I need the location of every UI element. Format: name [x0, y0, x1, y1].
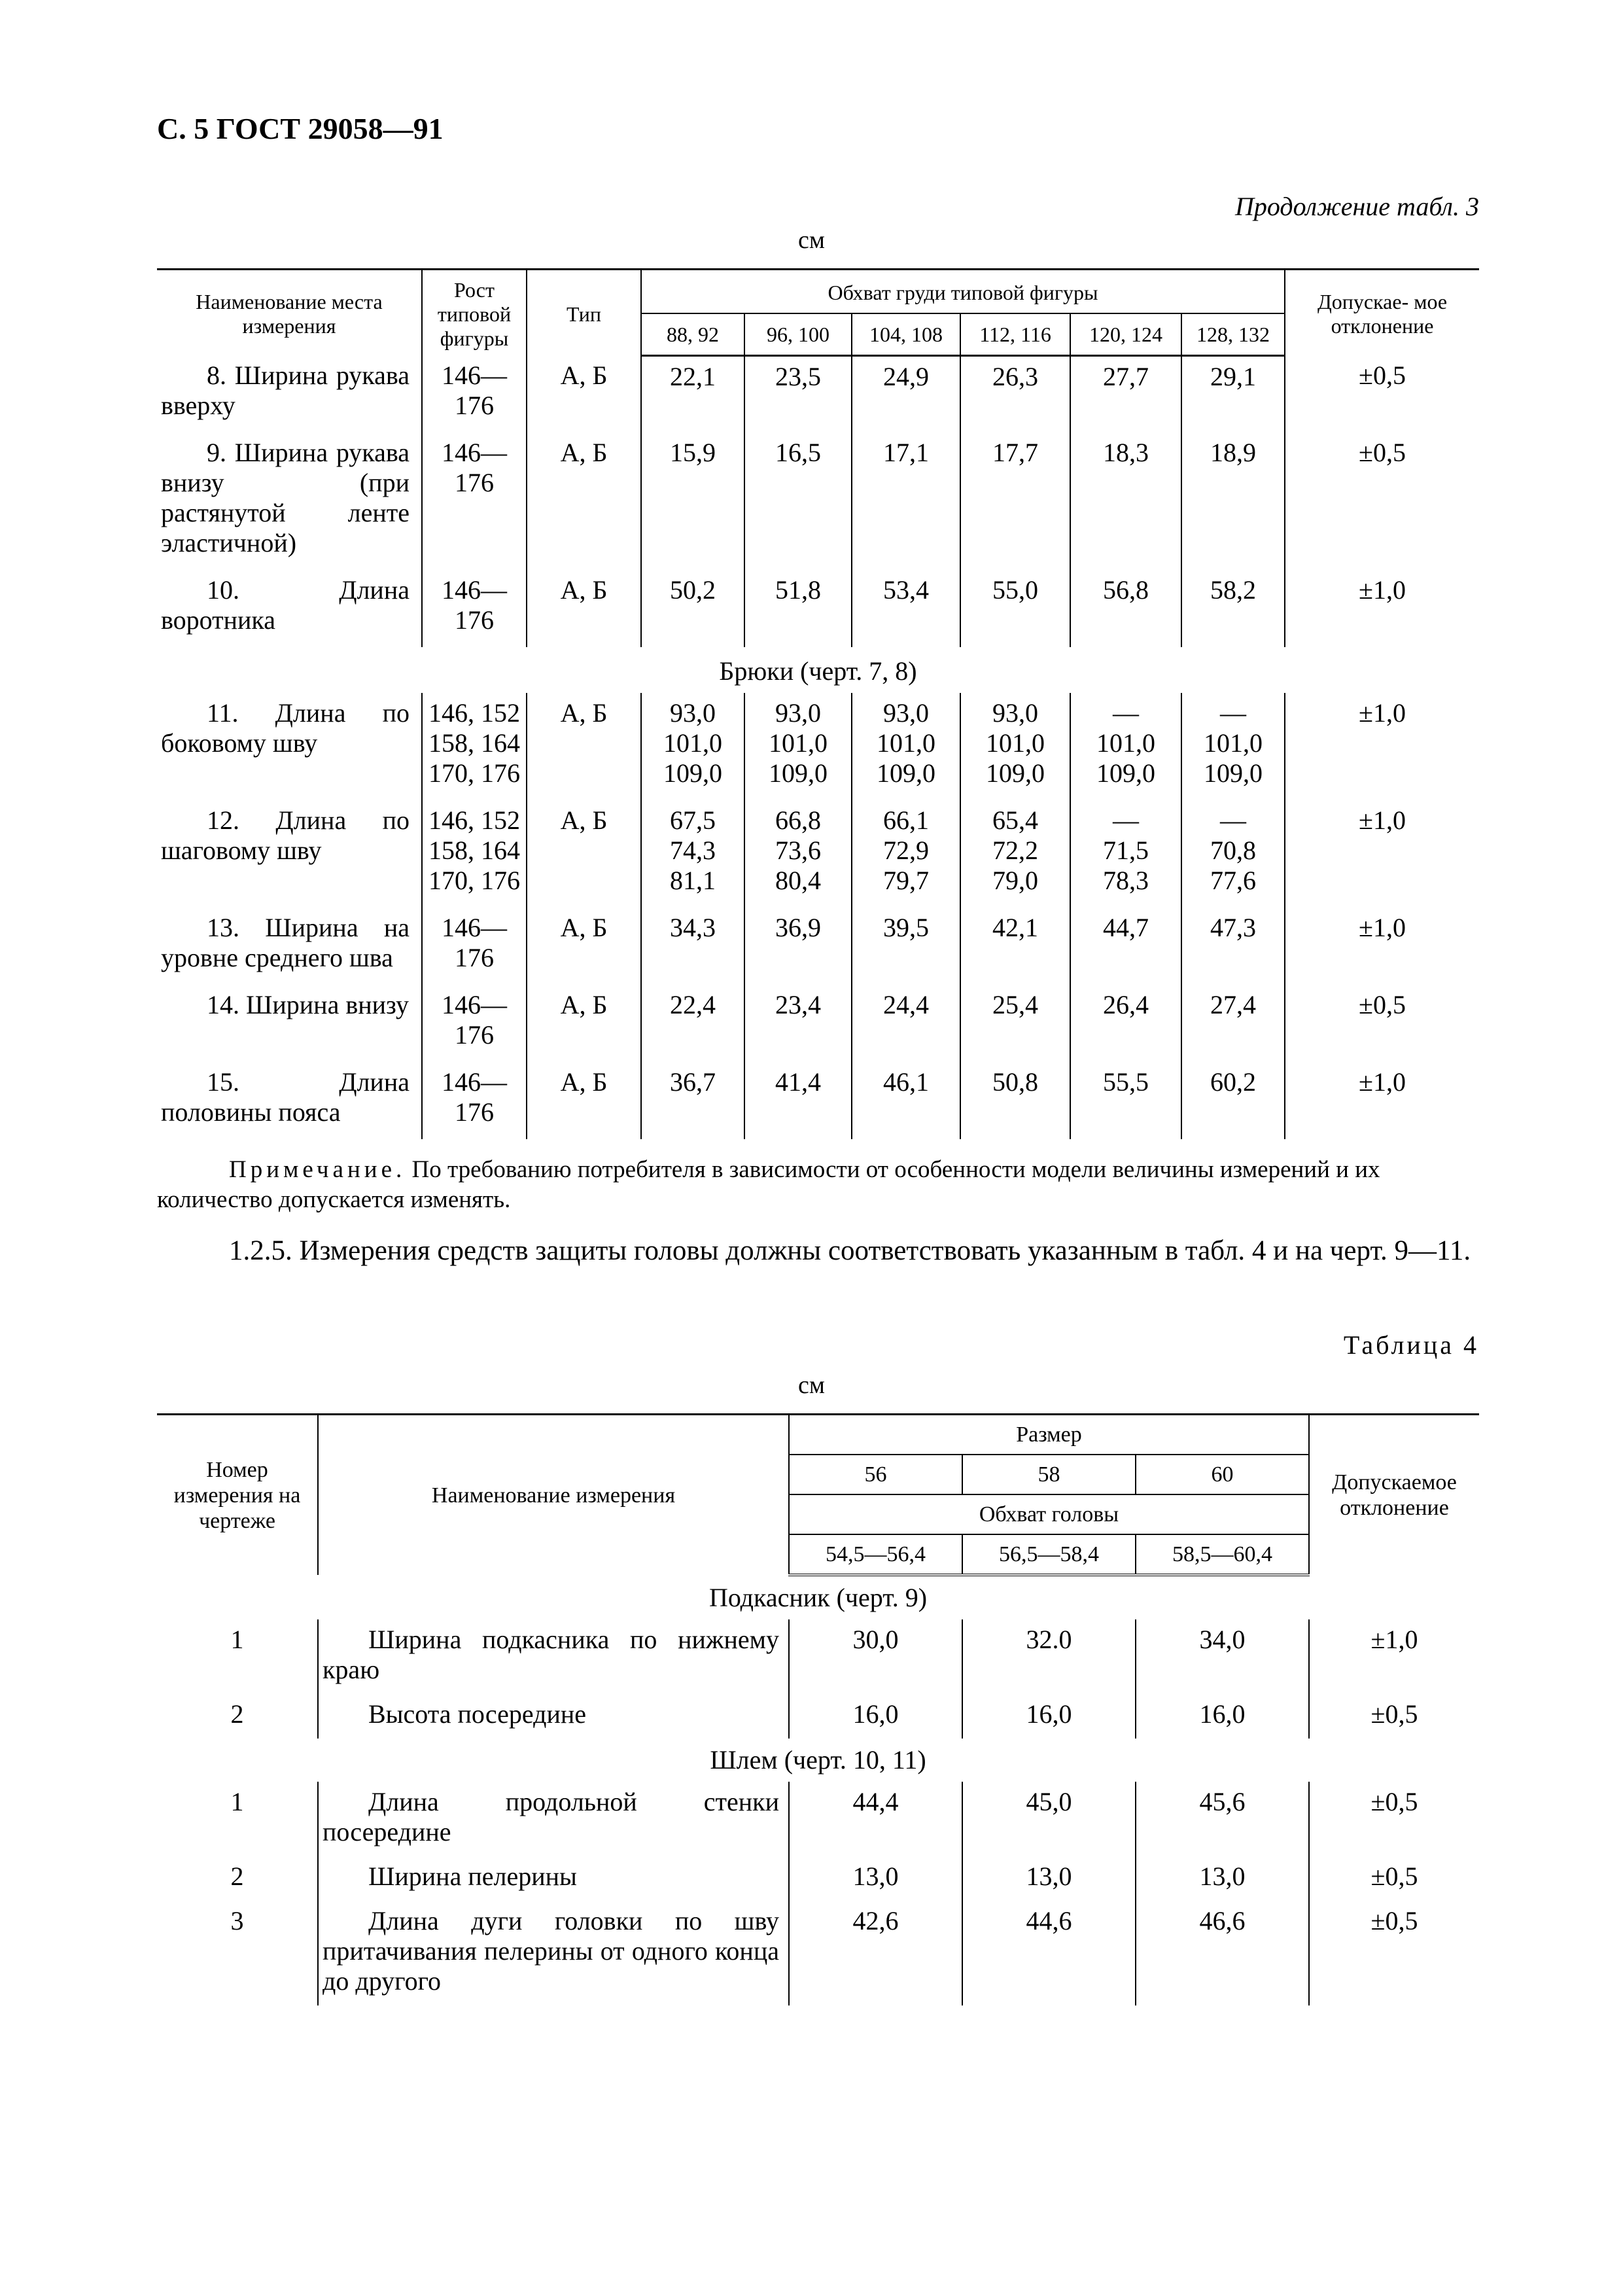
figure-type: А, Б: [527, 1062, 641, 1139]
figure-height: 146—176: [422, 355, 527, 433]
tolerance-value: ±0,5: [1285, 433, 1479, 570]
measure-name: Длина продольной стенки посередине: [318, 1782, 789, 1856]
chest-col-2: 104, 108: [852, 313, 960, 356]
size-value: 42,6: [789, 1901, 962, 2005]
unit-label: см: [798, 226, 825, 254]
size-value: 45,0: [962, 1782, 1136, 1856]
measure-name: 10. Длина воротника: [161, 575, 410, 635]
table-row: [157, 1062, 1479, 1139]
measure-name: 14. Ширина внизу: [207, 990, 409, 1020]
table-row: [157, 800, 1479, 908]
table-3: [157, 268, 1479, 1139]
figure-type: А, Б: [527, 570, 641, 647]
tolerance-value: ±0,5: [1309, 1782, 1479, 1856]
figure-height: 146—176: [422, 433, 527, 570]
section-paragraph: 1.2.5. Измерения средств защиты головы должны соответствовать указанным в табл. 4 и на черт. 9—11.: [229, 1235, 1471, 1266]
measure-name: Длина дуги головки по шву притачивания пелерины от одного конца до другого: [318, 1901, 789, 2005]
girth-3: 58,5—60,4: [1136, 1534, 1309, 1575]
chest-value: — 101,0 109,0: [1070, 693, 1181, 800]
chest-value: 93,0 101,0 109,0: [852, 693, 960, 800]
chest-value: 51,8: [744, 570, 852, 647]
chest-value: 17,7: [960, 433, 1070, 570]
figure-type: А, Б: [527, 908, 641, 985]
col-header-tolerance: Допускае- мое отклонение: [1285, 270, 1479, 356]
chest-col-4: 120, 124: [1070, 313, 1181, 356]
chest-value: 26,3: [960, 355, 1070, 433]
measure-number: 1: [230, 1625, 244, 1655]
chest-value: 22,4: [641, 985, 744, 1062]
chest-value: 18,3: [1070, 433, 1181, 570]
col-header-type: Тип: [527, 270, 641, 356]
table-note: [157, 1155, 1479, 1216]
tolerance-value: ±1,0: [1285, 1062, 1479, 1139]
size-value: 13,0: [789, 1856, 962, 1901]
chest-value: 50,2: [641, 570, 744, 647]
size-58: 58: [962, 1455, 1136, 1494]
col-header-height: Рост типовой фигуры: [422, 270, 527, 356]
chest-value: 24,4: [852, 985, 960, 1062]
size-value: 16,0: [1136, 1694, 1309, 1739]
page-header: С. 5 ГОСТ 29058—91: [157, 112, 444, 145]
size-value: 13,0: [962, 1856, 1136, 1901]
tolerance-value: ±0,5: [1285, 355, 1479, 433]
measure-name: 15. Длина половины пояса: [161, 1067, 410, 1127]
size-value: 45,6: [1136, 1782, 1309, 1856]
note-text: По требованию потребителя в зависимости от особенности модели величины измерений и их количество допускается изменять.: [157, 1156, 1380, 1214]
table-row: [157, 1901, 1479, 2005]
chest-value: 16,5: [744, 433, 852, 570]
unit-label-2: см: [798, 1371, 825, 1399]
figure-height: 146—176: [422, 570, 527, 647]
chest-value: 36,9: [744, 908, 852, 985]
chest-value: 41,4: [744, 1062, 852, 1139]
chest-value: 27,7: [1070, 355, 1181, 433]
table-4: [157, 1413, 1479, 2005]
girth-2: 56,5—58,4: [962, 1534, 1136, 1575]
chest-value: 66,1 72,9 79,7: [852, 800, 960, 908]
chest-value: 26,4: [1070, 985, 1181, 1062]
table-row: [157, 1694, 1479, 1739]
measure-name: 13. Ширина на уровне среднего шва: [161, 913, 410, 973]
col-header-chest: Обхват груди типовой фигуры: [641, 270, 1285, 313]
tolerance-value: ±1,0: [1309, 1619, 1479, 1694]
chest-value: 23,4: [744, 985, 852, 1062]
chest-value: 55,0: [960, 570, 1070, 647]
chest-value: 25,4: [960, 985, 1070, 1062]
table-row: [157, 570, 1479, 647]
chest-value: 58,2: [1181, 570, 1285, 647]
size-value: 44,4: [789, 1782, 962, 1856]
tolerance-value: ±0,5: [1309, 1901, 1479, 2005]
size-value: 16,0: [962, 1694, 1136, 1739]
chest-value: 36,7: [641, 1062, 744, 1139]
measure-name: 11. Длина по боковому шву: [161, 698, 410, 758]
chest-value: 60,2: [1181, 1062, 1285, 1139]
girth-1: 54,5—56,4: [789, 1534, 962, 1575]
col-header-head-girth: Обхват головы: [789, 1494, 1309, 1534]
size-60: 60: [1136, 1455, 1309, 1494]
measure-name: Высота посередине: [318, 1694, 789, 1739]
chest-value: 53,4: [852, 570, 960, 647]
table-row: [157, 1619, 1479, 1694]
section-row: [157, 647, 1479, 693]
figure-height: 146, 152 158, 164 170, 176: [422, 693, 527, 800]
continuation-caption: Продолжение табл. 3: [1234, 192, 1479, 221]
table-row: [157, 908, 1479, 985]
chest-value: 15,9: [641, 433, 744, 570]
chest-value: 34,3: [641, 908, 744, 985]
section-title: Подкасник (черт. 9): [708, 1583, 928, 1613]
col-header-size: Размер: [789, 1415, 1309, 1455]
size-value: 16,0: [789, 1694, 962, 1739]
chest-value: 50,8: [960, 1062, 1070, 1139]
col-header-tolerance-4: Допускаемое отклонение: [1309, 1415, 1479, 1576]
tolerance-value: ±1,0: [1285, 693, 1479, 800]
section-title: Шлем (черт. 10, 11): [710, 1745, 926, 1775]
note-label: Примечание.: [229, 1156, 406, 1183]
size-value: 46,6: [1136, 1901, 1309, 2005]
chest-value: 42,1: [960, 908, 1070, 985]
figure-type: А, Б: [527, 985, 641, 1062]
chest-value: — 101,0 109,0: [1181, 693, 1285, 800]
size-value: 13,0: [1136, 1856, 1309, 1901]
measure-name: 8. Ширина рукава вверху: [161, 361, 410, 421]
chest-value: 93,0 101,0 109,0: [744, 693, 852, 800]
chest-value: 93,0 101,0 109,0: [960, 693, 1070, 800]
size-value: 32.0: [962, 1619, 1136, 1694]
tolerance-value: ±0,5: [1285, 985, 1479, 1062]
chest-value: 55,5: [1070, 1062, 1181, 1139]
chest-col-3: 112, 116: [960, 313, 1070, 356]
section-title: Брюки (черт. 7, 8): [719, 656, 917, 686]
figure-height: 146, 152 158, 164 170, 176: [422, 800, 527, 908]
section-row: [157, 1739, 1479, 1782]
size-value: 34,0: [1136, 1619, 1309, 1694]
table-row: [157, 355, 1479, 433]
chest-value: — 71,5 78,3: [1070, 800, 1181, 908]
tolerance-value: ±1,0: [1285, 800, 1479, 908]
chest-value: 56,8: [1070, 570, 1181, 647]
chest-value: 23,5: [744, 355, 852, 433]
chest-value: 44,7: [1070, 908, 1181, 985]
figure-type: А, Б: [527, 693, 641, 800]
chest-col-5: 128, 132: [1181, 313, 1285, 356]
measure-name: 12. Длина по шаговому шву: [161, 805, 410, 866]
chest-value: — 70,8 77,6: [1181, 800, 1285, 908]
measure-number: 2: [230, 1699, 244, 1729]
measure-name: 9. Ширина рукава внизу (при растянутой ленте эластичной): [161, 438, 410, 558]
measure-number: 1: [230, 1787, 244, 1817]
tolerance-value: ±0,5: [1309, 1694, 1479, 1739]
tolerance-value: ±1,0: [1285, 908, 1479, 985]
table-row: [157, 1782, 1479, 1856]
chest-value: 67,5 74,3 81,1: [641, 800, 744, 908]
chest-col-0: 88, 92: [641, 313, 744, 356]
chest-value: 22,1: [641, 355, 744, 433]
figure-type: А, Б: [527, 800, 641, 908]
figure-height: 146—176: [422, 1062, 527, 1139]
measure-name: Ширина подкасника по нижнему краю: [318, 1619, 789, 1694]
chest-value: 47,3: [1181, 908, 1285, 985]
figure-type: А, Б: [527, 433, 641, 570]
chest-value: 27,4: [1181, 985, 1285, 1062]
figure-type: А, Б: [527, 355, 641, 433]
chest-value: 29,1: [1181, 355, 1285, 433]
figure-height: 146—176: [422, 908, 527, 985]
col-header-measure-name: Наименование измерения: [318, 1415, 789, 1576]
tolerance-value: ±1,0: [1285, 570, 1479, 647]
col-header-name: Наименование места измерения: [157, 270, 422, 356]
table-row: [157, 693, 1479, 800]
chest-value: 18,9: [1181, 433, 1285, 570]
measure-name: Ширина пелерины: [318, 1856, 789, 1901]
size-value: 44,6: [962, 1901, 1136, 2005]
chest-value: 17,1: [852, 433, 960, 570]
chest-value: 24,9: [852, 355, 960, 433]
size-56: 56: [789, 1455, 962, 1494]
table-row: [157, 985, 1479, 1062]
chest-value: 46,1: [852, 1062, 960, 1139]
table-row: [157, 1856, 1479, 1901]
chest-value: 93,0 101,0 109,0: [641, 693, 744, 800]
figure-height: 146—176: [422, 985, 527, 1062]
table-4-caption: Таблица 4: [1343, 1330, 1479, 1360]
chest-value: 39,5: [852, 908, 960, 985]
table-row: [157, 433, 1479, 570]
measure-number: 2: [230, 1862, 244, 1892]
measure-number: 3: [230, 1906, 244, 1936]
section-row: [157, 1575, 1479, 1619]
chest-col-1: 96, 100: [744, 313, 852, 356]
tolerance-value: ±0,5: [1309, 1856, 1479, 1901]
chest-value: 65,4 72,2 79,0: [960, 800, 1070, 908]
size-value: 30,0: [789, 1619, 962, 1694]
col-header-number: Номер измерения на чертеже: [157, 1415, 318, 1576]
chest-value: 66,8 73,6 80,4: [744, 800, 852, 908]
